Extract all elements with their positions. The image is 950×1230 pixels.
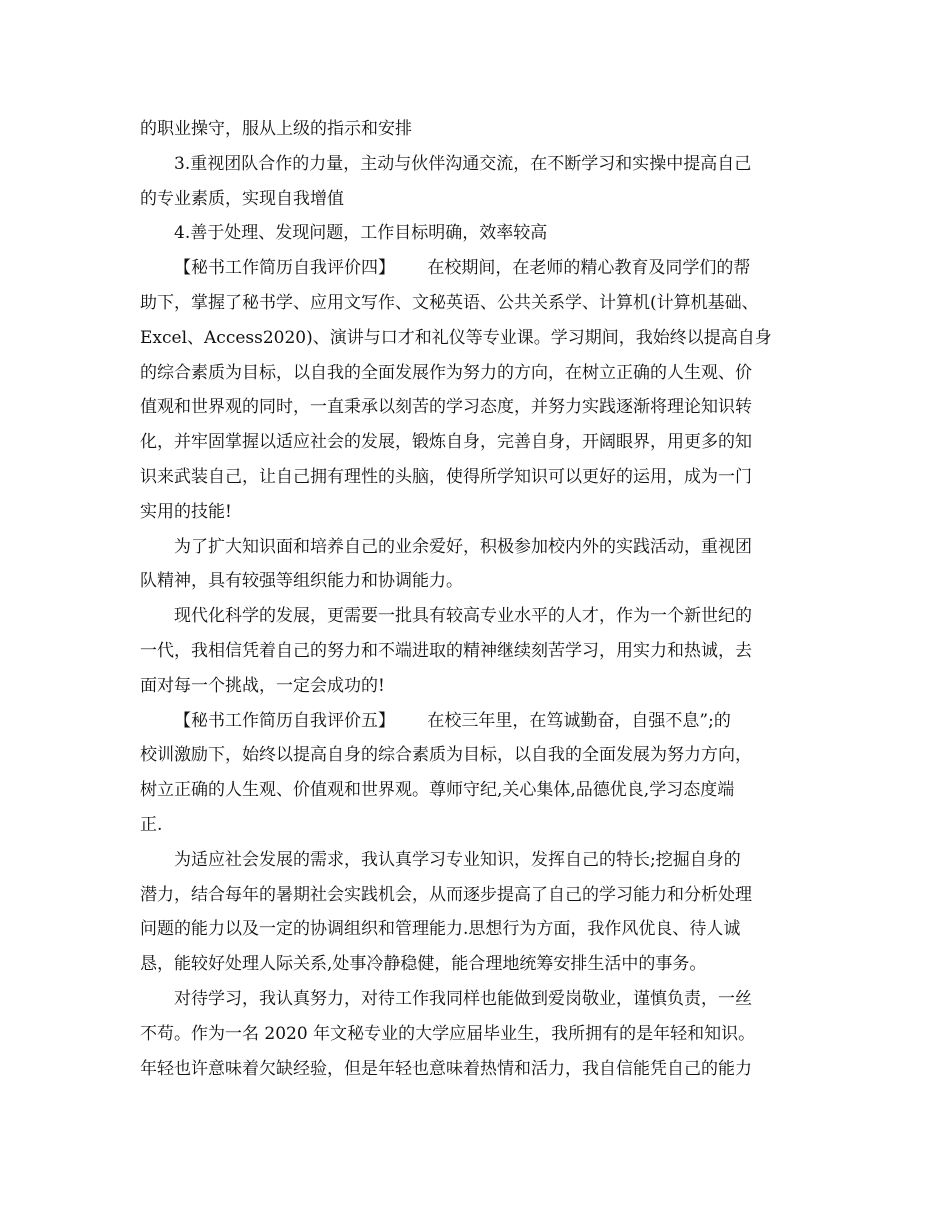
text-line: 的专业素质，实现自我增值	[140, 188, 344, 209]
paragraph-first-line: 为了扩大知识面和培养自己的业余爱好，积极参加校内外的实践活动，重视团	[174, 536, 752, 557]
paragraph-first-line: 现代化科学的发展，更需要一批具有较高专业水平的人才，作为一个新世纪的	[174, 606, 752, 627]
text-line: 年轻也许意味着欠缺经验，但是年轻也意味着热情和活力，我自信能凭自己的能力	[140, 1058, 752, 1079]
paragraph-first-line: 3.重视团队合作的力量，主动与伙伴沟通交流，在不断学习和实操中提高自己	[174, 153, 752, 174]
paragraph-first-line: 为适应社会发展的需求，我认真学习专业知识，发挥自己的特长;挖掘自身的	[174, 849, 741, 870]
text-line: 面对每一个挑战，一定会成功的!	[140, 675, 385, 696]
paragraph-first-line: 对待学习，我认真努力，对待工作我同样也能做到爱岗敬业，谨慎负责，一丝	[174, 988, 752, 1009]
paragraph-first-line: 4.善于处理、发现问题，工作目标明确，效率较高	[174, 223, 548, 244]
text-line: 的综合素质为目标，以自我的全面发展作为努力的方向，在树立正确的人生观、价	[140, 362, 752, 383]
text-line: 助下，掌握了秘书学、应用文写作、文秘英语、公共关系学、计算机(计算机基础、	[140, 292, 759, 313]
paragraph-first-line: 【秘书工作简历自我评价五】 在校三年里，在笃诚勤奋，自强不息”;的	[174, 710, 731, 731]
text-line: 正.	[140, 814, 163, 835]
text-line: 树立正确的人生观、价值观和世界观。尊师守纪,关心集体,品德优良,学习态度端	[140, 780, 735, 801]
text-line: 化，并牢固掌握以适应社会的发展，锻炼自身，完善自身，开阔眼界，用更多的知	[140, 432, 752, 453]
text-line: 问题的能力以及一定的协调组织和管理能力.思想行为方面，我作风优良、待人诚	[140, 919, 741, 940]
text-line: 一代，我相信凭着自己的努力和不端进取的精神继续刻苦学习，用实力和热诚，去	[140, 640, 752, 661]
paragraph-first-line: 【秘书工作简历自我评价四】 在校期间，在老师的精心教育及同学们的帮	[174, 258, 751, 279]
text-line: 的职业操守，服从上级的指示和安排	[140, 119, 412, 139]
text-line: 实用的技能!	[140, 501, 232, 522]
text-line: 值观和世界观的同时，一直秉承以刻苦的学习态度，并努力实践逐渐将理论知识转	[140, 397, 752, 418]
text-line: 恳，能较好处理人际关系,处事冷静稳健，能合理地统筹安排生活中的事务。	[140, 954, 707, 975]
text-line: Excel、Access2020)、演讲与口才和礼仪等专业课。学习期间，我始终以提高自身	[140, 327, 772, 348]
text-line: 队精神，具有较强等组织能力和协调能力。	[140, 571, 463, 592]
text-line: 识来武装自己，让自己拥有理性的头脑，使得所学知识可以更好的运用，成为一门	[140, 466, 752, 487]
document-body	[140, 112, 820, 1086]
text-line: 校训激励下，始终以提高自身的综合素质为目标，以自我的全面发展为努力方向，	[140, 745, 752, 766]
text-line: 不苟。作为一名 2020 年文秘专业的大学应届毕业生，我所拥有的是年轻和知识。	[140, 1023, 756, 1044]
text-line: 潜力，结合每年的暑期社会实践机会，从而逐步提高了自己的学习能力和分析处理	[140, 884, 752, 905]
